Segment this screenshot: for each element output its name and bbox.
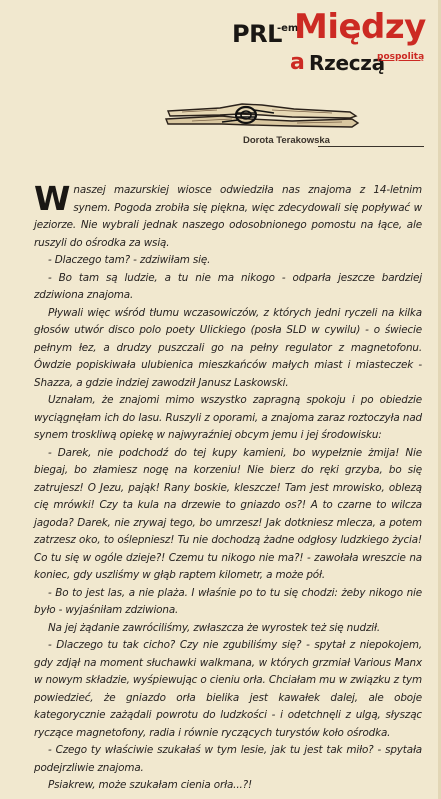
article-body (34, 179, 422, 795)
title-prl: PRL (232, 20, 282, 48)
title-em-suffix: -em (277, 23, 299, 34)
article-paragraph: - Bo tam są ludzie, a tu nie ma nikogo - odparła jeszcze bardziej zdziwiona znajoma. (34, 271, 422, 301)
title-miedzy: Między (294, 7, 426, 47)
article-paragraph: - Czego ty właściwie szukałaś w tym lesie, jak tu jest tak miło? - spytała podejrzliwie znajoma. (34, 744, 422, 774)
paragraph-text: naszej mazurskiej wiosce odwiedziła nas znajoma z 14-letnim synem. Pogoda zrobiła się piękna, więc zdecydowali się popływać w jeziorze. Nie wybrali jednak naszego odosobnionego pomostu na łące, ale ruszyli do ośrodka za wsią. (34, 184, 422, 249)
column-header (0, 0, 441, 165)
article-paragraph: Pływali więc wśród tłumu wczasowiczów, z których jedni ryczeli na kilka głosów utwór disco polo poety Ulickiego (posła SLD w cywilu) - o świecie pełnym łez, a drudzy puszczali go na pełny regulator z magnetofonu. Ówdzie popiskiwała ulubienica mieszkańców małych miast i miasteczek - Shazza, a gdzie indziej zawodził Janusz Laskowski. (34, 306, 422, 389)
article-paragraph: Psiakrew, może szukałam cienia orła...?! (48, 779, 252, 791)
title-pospolita: pospolitą (377, 52, 425, 62)
title-rzecza: Rzeczą (309, 51, 385, 75)
article-paragraph: - Dlaczego tu tak cicho? Czy nie zgubiliśmy się? - spytał z niepokojem, gdy zdjął na moment słuchawki walkmana, w których grzmiał Various Manx w nowym składzie, wyśpiewując o cieniu orła. Chciałam mu w związku z tym powiedzieć, że gniazdo orła bielika jest kawałek dalej, ale oboje kategorycznie zażądali powrotu do ludzkości - i odetchnęli z ulgą, słysząc ryczące magnetofony, radia i równie ryczących turystów koło ośrodka. (34, 639, 422, 739)
author-rule (318, 146, 424, 147)
article-paragraph (34, 179, 422, 252)
article-paragraph: Na jej żądanie zawróciliśmy, zwłaszcza że wyrostek też się nudził. (48, 621, 381, 634)
article-paragraph: - Darek, nie podchodź do tej kupy kamieni, bo wypełznie żmija! Nie biegaj, bo złamiesz nogę na korzeniu! Nie bierz do ręki grzyba, bo się zatrujesz! O Jezu, pająk! Rany boskie, kleszcze! Tam jest mrowisko, oblezą cię mrówki! Czy ta kula na drzewie to gniazdo os?! A to czarne to wilcza jagoda? Darek, nie zrywaj tego, bo umrzesz! Jak dotkniesz mlecza, a potem zatrzesz oko, to oślepniesz! Tu nie dochodzą żadne odgłosy ludzkiego życia! Co tu się w ogóle dzieje?! Czemu tu nikogo nie ma?! - zawołała wreszcie na koniec, gdy uszliśmy w głąb raptem kilometr, a może pół. (34, 446, 422, 581)
title-a: a (290, 50, 305, 75)
author-name: Dorota Terakowska (243, 135, 330, 146)
article-paragraph: - Dlaczego tam? - zdziwiłam się. (48, 254, 211, 266)
article-paragraph: Uznałam, że znajomi mimo wszystko zapragną spokoju i po obiedzie wyciągnęłam ich do lasu. Ruszyli z oporami, a znajoma zaraz roztoczyła nad synem troskliwą opiekę w najwyraźniej obcym jemu i jej środowisku: (34, 394, 422, 441)
article-paragraph: - Bo to jest las, a nie plaża. I właśnie po to tu się chodzi: żeby nikogo nie było - wyjaśniłam zdziwiona. (34, 586, 422, 616)
clothespin-icon (162, 100, 362, 130)
drop-cap: W (34, 179, 70, 218)
